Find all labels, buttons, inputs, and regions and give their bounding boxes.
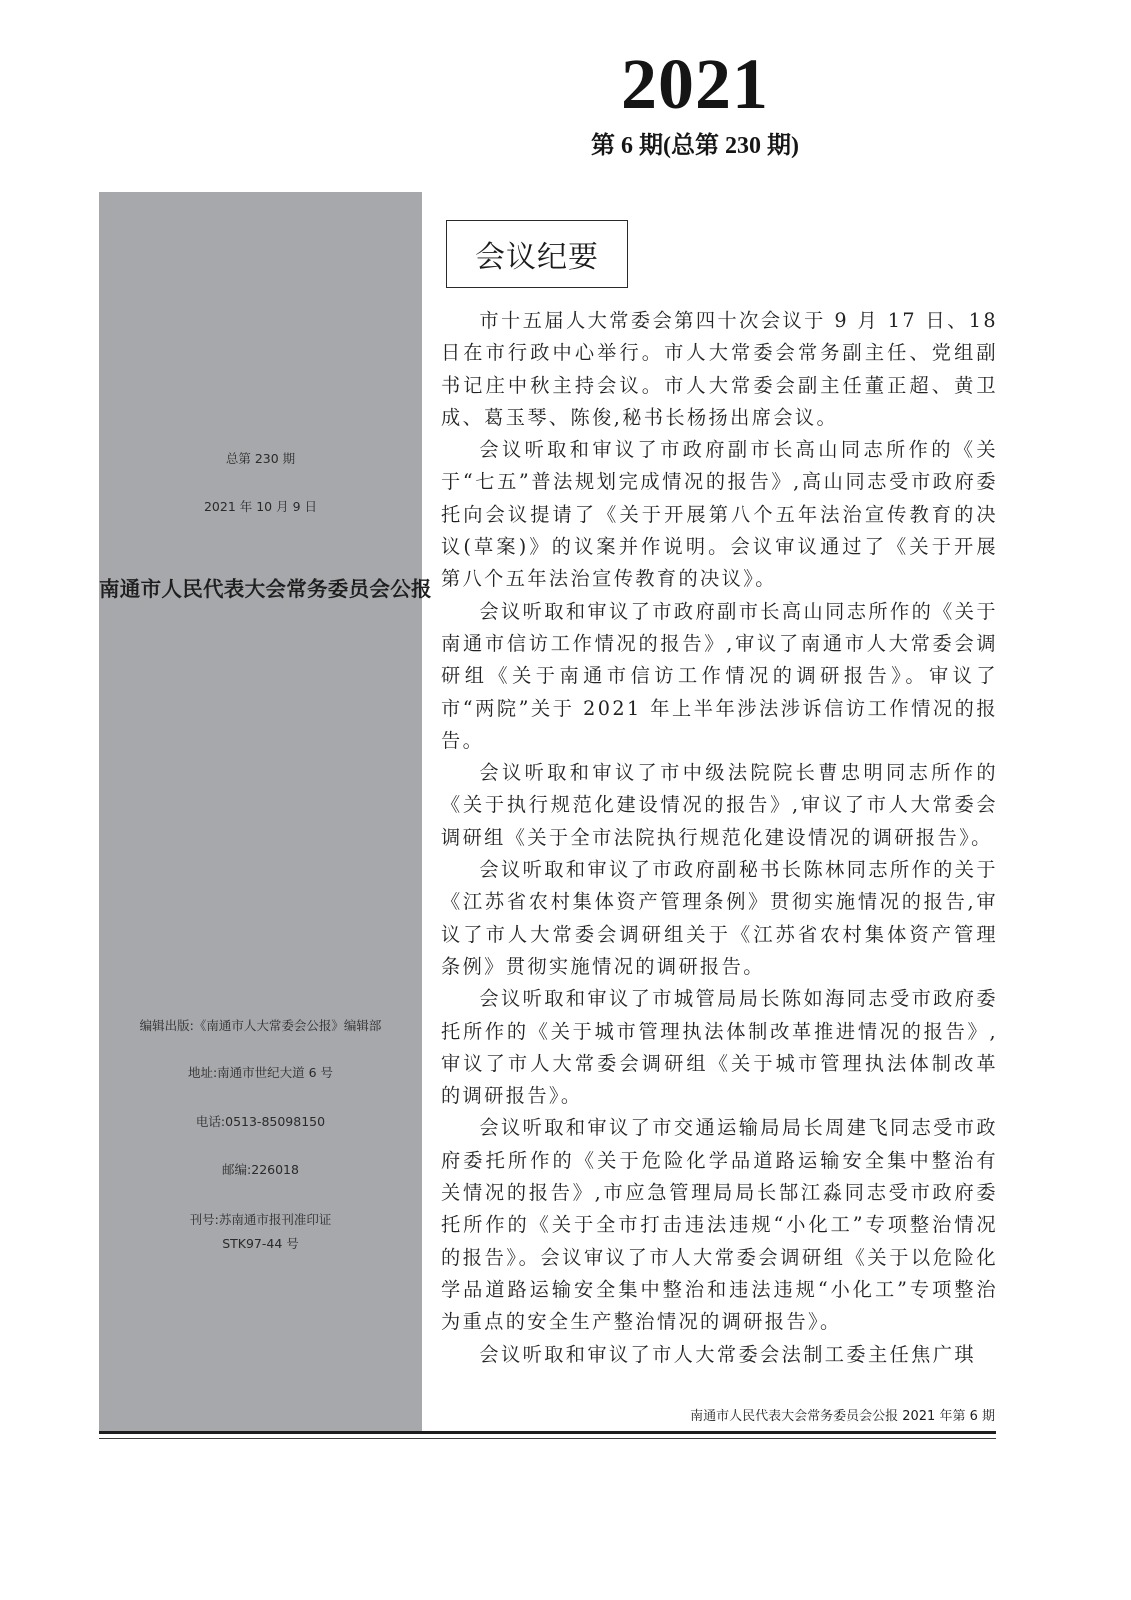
- gazette-title: 南通市人民代表大会常务委员会公报: [99, 577, 432, 601]
- publication-year: 2021: [621, 44, 769, 124]
- postcode-info: 邮编:226018: [222, 1162, 299, 1177]
- paragraph: 会议听取和审议了市交通运输局局长周建飞同志受市政府委托所作的《关于危险化学品道路运输安全集中整治有关情况的报告》,市应急管理局局长郜江淼同志受市政府委托所作的《关于全市打击违法违规“小化工”专项整治情况的报告》。会议审议了市人大常委会调研组《关于以危险化学品道路运输安全集中整治和违法违规“小化工”专项整治为重点的安全生产整治情况的调研报告》。: [441, 1116, 998, 1334]
- article-body: [441, 305, 998, 1371]
- sidebar-panel: [99, 192, 432, 1431]
- paragraph: 会议听取和审议了市政府副市长高山同志所作的《关于南通市信访工作情况的报告》,审议了南通市人大常委会调研组《关于南通市信访工作情况的调研报告》。审议了市“两院”关于 2021 年上半年涉法涉诉信访工作情况的报告。: [441, 599, 998, 752]
- total-issue: 总第 230 期: [225, 451, 296, 466]
- footer-rule-thin: [99, 1438, 996, 1439]
- section-title: 会议纪要: [475, 240, 599, 275]
- section-heading-box: [446, 220, 628, 288]
- publication-date: 2021 年 10 月 9 日: [203, 499, 318, 514]
- editor-info: 编辑出版:《南通市人大常委会公报》编辑部: [139, 1018, 382, 1033]
- license-number: STK97-44 号: [222, 1236, 299, 1251]
- paragraph: 市十五届人大常委会第四十次会议于 9 月 17 日、18 日在市行政中心举行。市人大常委会常务副主任、党组副书记庄中秋主持会议。市人大常委会副主任董正超、黄卫成、葛玉琴、陈俊,秘书长杨扬出席会议。: [441, 309, 998, 429]
- phone-info: 电话:0513-85098150: [195, 1114, 326, 1129]
- license-info: 刊号:苏南通市报刊准印证: [189, 1212, 332, 1227]
- paragraph: 会议听取和审议了市城管局局长陈如海同志受市政府委托所作的《关于城市管理执法体制改革推进情况的报告》,审议了市人大常委会调研组《关于城市管理执法体制改革的调研报告》。: [441, 987, 998, 1108]
- paragraph: 会议听取和审议了市人大常委会法制工委主任焦广琪: [479, 1342, 976, 1366]
- issue-number: 第 6 期(总第 230 期): [591, 133, 799, 159]
- running-footer: 南通市人民代表大会常务委员会公报 2021 年第 6 期: [690, 1409, 995, 1424]
- footer-rule-thick: [99, 1431, 996, 1434]
- address-info: 地址:南通市世纪大道 6 号: [187, 1065, 334, 1080]
- paragraph: 会议听取和审议了市政府副市长高山同志所作的《关于“七五”普法规划完成情况的报告》,高山同志受市政府委托向会议提请了《关于开展第八个五年法治宣传教育的决议(草案)》的议案并作说明。会议审议通过了《关于开展第八个五年法治宣传教育的决议》。: [441, 438, 998, 591]
- paragraph: 会议听取和审议了市中级法院院长曹忠明同志所作的《关于执行规范化建设情况的报告》,审议了市人大常委会调研组《关于全市法院执行规范化建设情况的调研报告》。: [441, 761, 998, 849]
- paragraph: 会议听取和审议了市政府副秘书长陈林同志所作的关于《江苏省农村集体资产管理条例》贯彻实施情况的报告,审议了市人大常委会调研组关于《江苏省农村集体资产管理条例》贯彻实施情况的调研报告。: [441, 858, 998, 978]
